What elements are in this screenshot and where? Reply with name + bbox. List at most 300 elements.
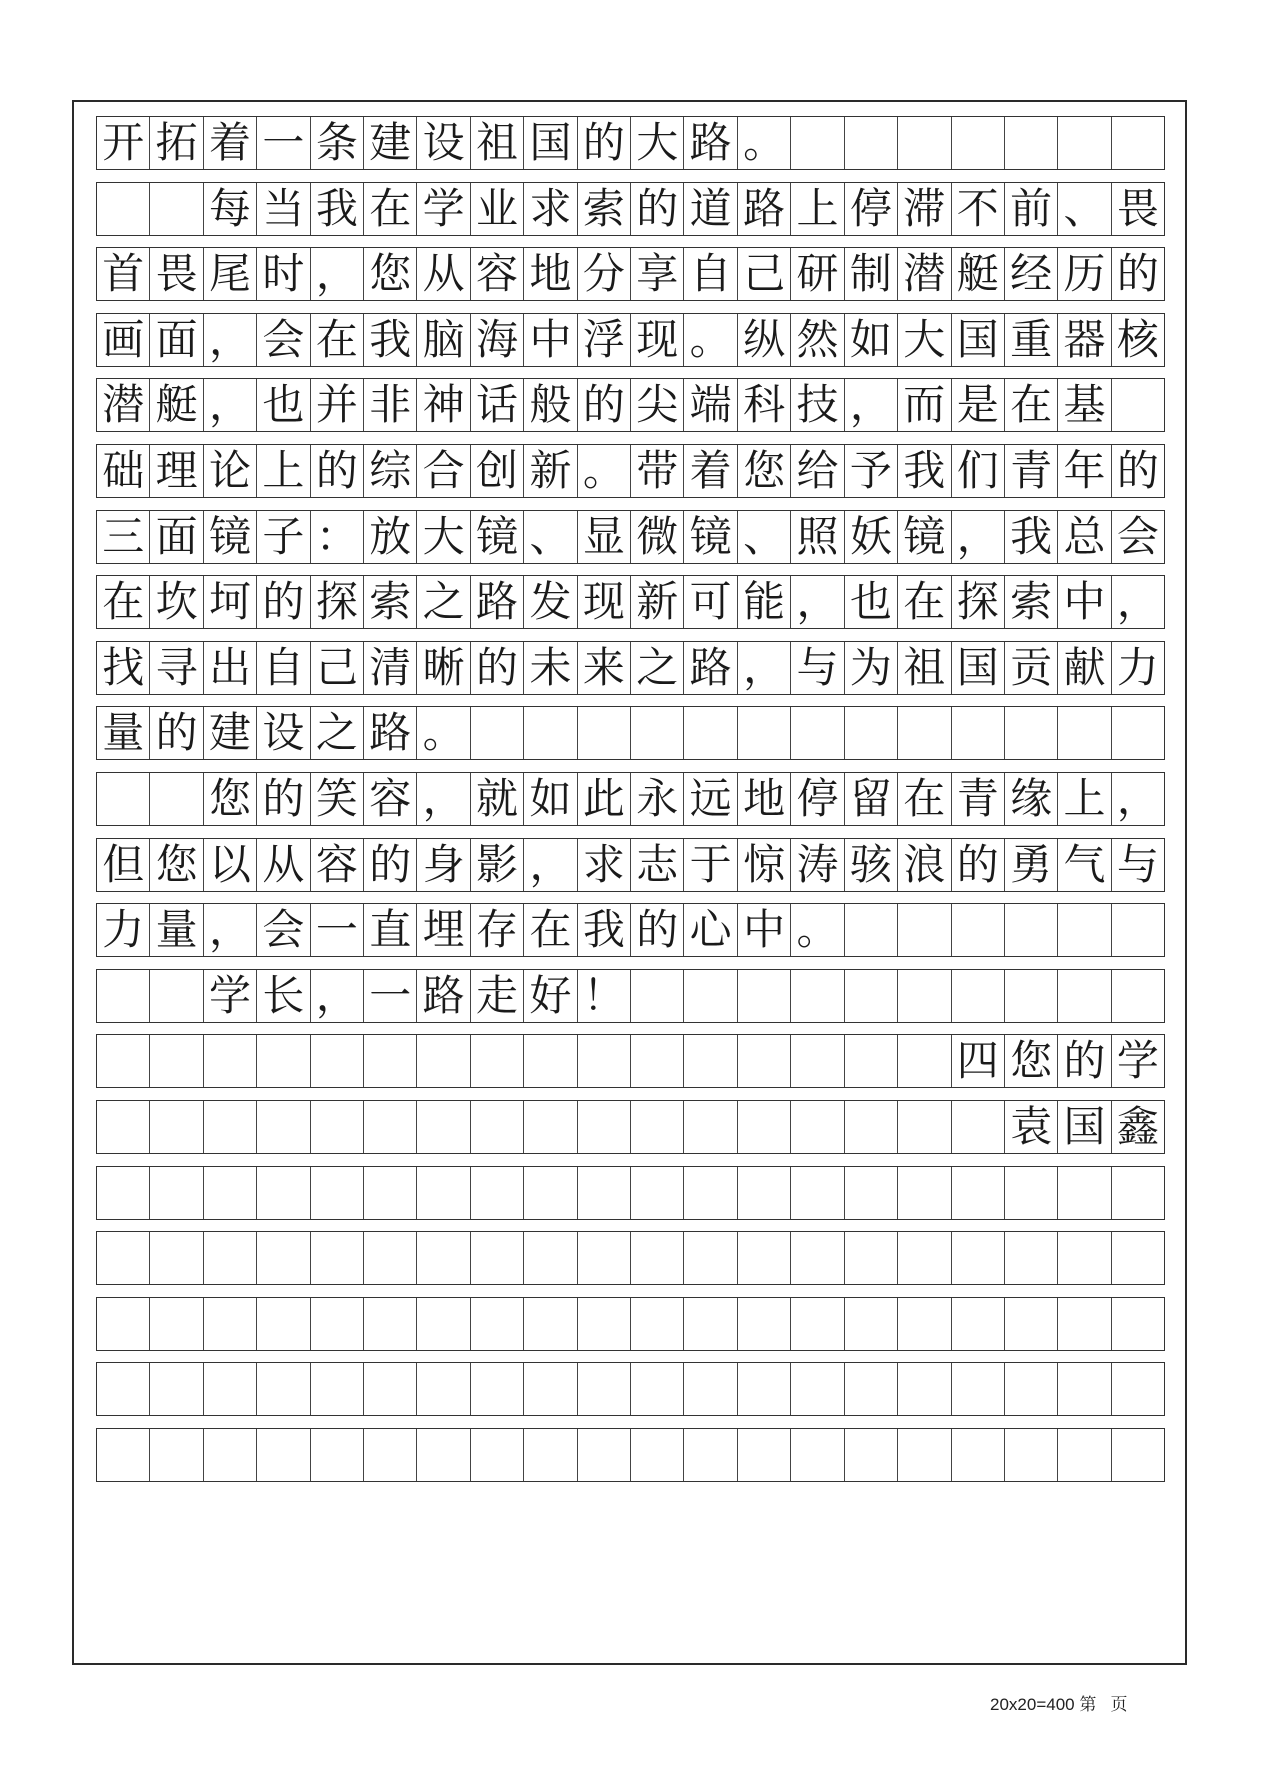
- grid-cell: [364, 1363, 417, 1415]
- grid-cell: [845, 1363, 898, 1415]
- grid-cell: [1005, 707, 1058, 759]
- grid-cell: 长: [257, 970, 310, 1022]
- grid-cell: [898, 1167, 951, 1219]
- grid-cell: 的: [1116, 446, 1159, 495]
- grid-cell: 己: [311, 642, 364, 694]
- grid-cell: ，: [204, 904, 257, 956]
- grid-cell: [791, 1232, 844, 1284]
- grid-cell: 镜: [471, 511, 524, 563]
- grid-cell: 找: [97, 642, 150, 694]
- grid-cell: 在: [898, 576, 951, 628]
- grid-cell: [311, 1298, 364, 1350]
- grid-cell: 路: [364, 707, 417, 759]
- grid-cell: 艇: [150, 379, 203, 431]
- grid-cell: 在: [898, 773, 951, 825]
- grid-cell: [311, 1101, 364, 1153]
- grid-cell: 影: [471, 839, 524, 891]
- grid-cell: [471, 1232, 524, 1284]
- grid-cell: [952, 1298, 1005, 1350]
- grid-cell: 路: [471, 576, 524, 628]
- grid-cell: [1005, 1363, 1058, 1415]
- grid-cell: 话: [471, 379, 524, 431]
- grid-cell: 我: [578, 904, 631, 956]
- grid-cell: 自: [257, 642, 310, 694]
- grid-cell: ，: [791, 576, 844, 628]
- grid-cell: [204, 1167, 257, 1219]
- grid-cell: 也: [845, 576, 898, 628]
- grid-cell: [631, 1232, 684, 1284]
- grid-cell: 面: [150, 314, 203, 366]
- grid-cell: [1112, 1167, 1164, 1219]
- grid-cell: [524, 1167, 577, 1219]
- grid-cell: [1112, 1298, 1164, 1350]
- grid-row: [96, 1428, 1165, 1482]
- grid-cell: 容: [311, 839, 364, 891]
- grid-cell: [952, 1429, 1005, 1481]
- grid-cell: 求: [524, 183, 577, 235]
- grid-cell: 画: [97, 314, 150, 366]
- grid-cell: [1058, 1298, 1111, 1350]
- grid-cell: [845, 117, 898, 169]
- grid-cell: 发: [524, 576, 577, 628]
- grid-cell: 青: [952, 773, 1005, 825]
- grid-cell: 坎: [150, 576, 203, 628]
- grid-cell: 在: [311, 314, 364, 366]
- page-footer: 20x20=400 第 页: [990, 1695, 1128, 1714]
- grid-cell: [97, 1035, 150, 1087]
- grid-cell: 探: [952, 576, 1005, 628]
- grid-cell: [204, 1429, 257, 1481]
- grid-cell: [1058, 1232, 1111, 1284]
- grid-cell: 中: [1058, 576, 1111, 628]
- grid-cell: 我: [898, 445, 951, 497]
- grid-cell: ，: [845, 379, 898, 431]
- grid-cell: [791, 117, 844, 169]
- grid-cell: 纵: [738, 314, 791, 366]
- grid-row: [96, 1166, 1165, 1220]
- grid-cell: [524, 1429, 577, 1481]
- grid-cell: [97, 1232, 150, 1284]
- grid-cell: 核: [1116, 314, 1159, 364]
- grid-cell: [150, 970, 203, 1022]
- grid-cell: 础: [97, 445, 150, 497]
- grid-cell: 志: [631, 839, 684, 891]
- grid-cell: [1058, 117, 1111, 169]
- grid-cell: [631, 1035, 684, 1087]
- grid-cell: [578, 1101, 631, 1153]
- grid-cell: [684, 1101, 737, 1153]
- grid-cell: [791, 1363, 844, 1415]
- grid-cell: 袁: [1005, 1101, 1058, 1153]
- grid-cell: [257, 1363, 310, 1415]
- grid-row: [96, 575, 1165, 629]
- grid-cell: [97, 1429, 150, 1481]
- grid-cell: [364, 1298, 417, 1350]
- grid-cell: [204, 1035, 257, 1087]
- grid-cell: 祖: [471, 117, 524, 169]
- grid-cell: [150, 1101, 203, 1153]
- grid-cell: 走: [471, 970, 524, 1022]
- grid-cell: 探: [311, 576, 364, 628]
- grid-cell: ，: [204, 314, 257, 366]
- grid-cell: [471, 1363, 524, 1415]
- grid-cell: [578, 1363, 631, 1415]
- grid-cell: 般: [524, 379, 577, 431]
- grid-cell: [417, 1035, 470, 1087]
- grid-cell: [791, 1101, 844, 1153]
- grid-cell: 科: [738, 379, 791, 431]
- grid-cell: 学: [204, 970, 257, 1022]
- grid-cell: [1005, 1429, 1058, 1481]
- grid-cell: 海: [471, 314, 524, 366]
- grid-cell: 骇: [845, 839, 898, 891]
- grid-cell: 子: [257, 511, 310, 563]
- grid-row: [96, 641, 1165, 695]
- grid-cell: 予: [845, 445, 898, 497]
- grid-cell: [845, 707, 898, 759]
- grid-cell: 存: [471, 904, 524, 956]
- grid-cell: 大: [631, 117, 684, 169]
- grid-cell: ，: [204, 379, 257, 431]
- grid-cell: 在: [1005, 379, 1058, 431]
- grid-row: [96, 1100, 1165, 1154]
- grid-cell: [952, 117, 1005, 169]
- grid-cell: 大: [898, 314, 951, 366]
- grid-cell: 地: [524, 248, 577, 300]
- grid-row: [96, 444, 1165, 498]
- grid-cell: 综: [364, 445, 417, 497]
- grid-cell: [791, 1429, 844, 1481]
- grid-row: [96, 838, 1165, 892]
- grid-cell: [1005, 904, 1058, 956]
- grid-row: [96, 313, 1165, 367]
- grid-cell: [471, 707, 524, 759]
- grid-cell: [417, 1429, 470, 1481]
- grid-cell: 建: [364, 117, 417, 169]
- grid-cell: [898, 707, 951, 759]
- grid-cell: [471, 1035, 524, 1087]
- grid-cell: 现: [578, 576, 631, 628]
- grid-cell: 出: [204, 642, 257, 694]
- grid-cell: 历: [1058, 248, 1111, 300]
- grid-cell: [471, 1429, 524, 1481]
- grid-cell: [898, 1232, 951, 1284]
- grid-cell: [150, 1429, 203, 1481]
- grid-cell: 给: [791, 445, 844, 497]
- grid-cell: [417, 1298, 470, 1350]
- grid-cell: [845, 904, 898, 956]
- grid-cell: 能: [738, 576, 791, 628]
- grid-cell: [97, 773, 150, 825]
- grid-cell: [684, 1167, 737, 1219]
- grid-cell: 鑫: [1116, 1102, 1159, 1151]
- grid-cell: 妖: [845, 511, 898, 563]
- grid-cell: 条: [311, 117, 364, 169]
- grid-row: [96, 1034, 1165, 1088]
- grid-cell: [150, 1232, 203, 1284]
- grid-cell: [738, 1035, 791, 1087]
- grid-cell: 。: [417, 707, 470, 759]
- grid-cell: ，: [952, 511, 1005, 563]
- grid-cell: [578, 1298, 631, 1350]
- grid-cell: 从: [257, 839, 310, 891]
- grid-cell: 照: [791, 511, 844, 563]
- grid-cell: 不: [952, 183, 1005, 235]
- grid-cell: [898, 1363, 951, 1415]
- grid-cell: [97, 1101, 150, 1153]
- grid-cell: 直: [364, 904, 417, 956]
- grid-cell: [845, 1101, 898, 1153]
- grid-cell: [204, 1298, 257, 1350]
- grid-cell: [204, 1101, 257, 1153]
- grid-row: [96, 116, 1165, 170]
- grid-cell: 经: [1005, 248, 1058, 300]
- grid-cell: 如: [845, 314, 898, 366]
- grid-cell: 从: [417, 248, 470, 300]
- grid-cell: 自: [684, 248, 737, 300]
- grid-cell: 脑: [417, 314, 470, 366]
- grid-cell: [1058, 1429, 1111, 1481]
- grid-cell: [738, 1167, 791, 1219]
- grid-cell: 的: [631, 183, 684, 235]
- grid-cell: 量: [150, 904, 203, 956]
- grid-cell: [524, 1363, 577, 1415]
- grid-cell: [204, 1232, 257, 1284]
- grid-cell: 并: [311, 379, 364, 431]
- grid-cell: 设: [257, 707, 310, 759]
- grid-cell: 然: [791, 314, 844, 366]
- grid-cell: [150, 1363, 203, 1415]
- grid-cell: 上: [791, 183, 844, 235]
- grid-cell: 索: [578, 183, 631, 235]
- grid-cell: 埋: [417, 904, 470, 956]
- grid-cell: [1112, 117, 1164, 169]
- grid-cell: [898, 1429, 951, 1481]
- grid-cell: 的: [150, 707, 203, 759]
- grid-cell: [1112, 1429, 1164, 1481]
- grid-cell: ，: [417, 773, 470, 825]
- grid-cell: [791, 1167, 844, 1219]
- grid-cell: [738, 970, 791, 1022]
- grid-cell: [952, 1101, 1005, 1153]
- grid-cell: 远: [684, 773, 737, 825]
- grid-cell: 业: [471, 183, 524, 235]
- grid-cell: [311, 1035, 364, 1087]
- grid-cell: 会: [257, 314, 310, 366]
- grid-cell: 学: [417, 183, 470, 235]
- grid-cell: [952, 1167, 1005, 1219]
- grid-cell: [1058, 1167, 1111, 1219]
- grid-cell: 国: [952, 642, 1005, 694]
- grid-cell: [97, 1363, 150, 1415]
- grid-cell: [952, 707, 1005, 759]
- grid-cell: 畏: [1116, 183, 1159, 233]
- grid-cell: 时: [257, 248, 310, 300]
- grid-cell: 留: [845, 773, 898, 825]
- grid-cell: [150, 183, 203, 235]
- grid-cell: [684, 1232, 737, 1284]
- grid-cell: [684, 1298, 737, 1350]
- grid-cell: 带: [631, 445, 684, 497]
- grid-cell: 。: [791, 904, 844, 956]
- grid-cell: 中: [738, 904, 791, 956]
- grid-cell: 技: [791, 379, 844, 431]
- grid-cell: [1058, 904, 1111, 956]
- grid-cell: 坷: [204, 576, 257, 628]
- grid-cell: [1005, 1298, 1058, 1350]
- grid-cell: 的: [631, 904, 684, 956]
- grid-cell: [257, 1429, 310, 1481]
- grid-cell: 索: [1005, 576, 1058, 628]
- grid-cell: 年: [1058, 445, 1111, 497]
- grid-cell: 您: [1005, 1035, 1058, 1087]
- grid-cell: 路: [417, 970, 470, 1022]
- grid-cell: 笑: [311, 773, 364, 825]
- grid-cell: [845, 970, 898, 1022]
- grid-cell: 四: [952, 1035, 1005, 1087]
- grid-cell: 国: [524, 117, 577, 169]
- grid-cell: 的: [952, 839, 1005, 891]
- grid-cell: [898, 970, 951, 1022]
- grid-cell: [257, 1298, 310, 1350]
- grid-cell: 您: [204, 773, 257, 825]
- grid-cell: 尾: [204, 248, 257, 300]
- grid-cell: [1005, 117, 1058, 169]
- grid-cell: [257, 1232, 310, 1284]
- grid-cell: [845, 1167, 898, 1219]
- grid-cell: 道: [684, 183, 737, 235]
- grid-cell: [845, 1429, 898, 1481]
- grid-cell: [1058, 970, 1111, 1022]
- grid-cell: 首: [97, 248, 150, 300]
- grid-cell: 会: [1116, 511, 1159, 561]
- grid-cell: 我: [1005, 511, 1058, 563]
- grid-cell: [471, 1101, 524, 1153]
- grid-cell: ，: [524, 839, 577, 891]
- grid-cell: [631, 1101, 684, 1153]
- grid-cell: 分: [578, 248, 631, 300]
- grid-cell: [150, 1035, 203, 1087]
- grid-cell: 身: [417, 839, 470, 891]
- grid-cell: 的: [311, 445, 364, 497]
- grid-cell: 是: [952, 379, 1005, 431]
- grid-cell: 我: [364, 314, 417, 366]
- grid-cell: ，: [311, 248, 364, 300]
- grid-cell: 索: [364, 576, 417, 628]
- grid-cell: 的: [471, 642, 524, 694]
- grid-cell: 们: [952, 445, 1005, 497]
- grid-cell: 路: [684, 642, 737, 694]
- grid-cell: 也: [257, 379, 310, 431]
- grid-cell: 如: [524, 773, 577, 825]
- grid-cell: 缘: [1005, 773, 1058, 825]
- grid-cell: 好: [524, 970, 577, 1022]
- grid-cell: 力: [97, 904, 150, 956]
- grid-cell: [578, 1232, 631, 1284]
- grid-cell: [1112, 707, 1164, 759]
- grid-row: [96, 378, 1165, 432]
- grid-cell: [1112, 1232, 1164, 1284]
- grid-cell: 青: [1005, 445, 1058, 497]
- grid-cell: [364, 1035, 417, 1087]
- grid-cell: [204, 1363, 257, 1415]
- grid-cell: [364, 1167, 417, 1219]
- grid-cell: [845, 1035, 898, 1087]
- grid-cell: 非: [364, 379, 417, 431]
- grid-cell: [738, 707, 791, 759]
- grid-cell: [524, 1035, 577, 1087]
- grid-cell: 己: [738, 248, 791, 300]
- grid-cell: 器: [1058, 314, 1111, 366]
- grid-cell: [417, 1167, 470, 1219]
- grid-row: [96, 182, 1165, 236]
- grid-cell: 制: [845, 248, 898, 300]
- grid-cell: 涛: [791, 839, 844, 891]
- grid-cell: 新: [631, 576, 684, 628]
- grid-cell: [845, 1298, 898, 1350]
- grid-cell: [631, 1298, 684, 1350]
- grid-cell: 。: [684, 314, 737, 366]
- grid-row: [96, 969, 1165, 1023]
- grid-cell: 寻: [150, 642, 203, 694]
- grid-cell: 与: [1116, 839, 1159, 889]
- grid-cell: [631, 1429, 684, 1481]
- grid-cell: 设: [417, 117, 470, 169]
- grid-cell: 神: [417, 379, 470, 431]
- grid-cell: 停: [845, 183, 898, 235]
- grid-cell: 可: [684, 576, 737, 628]
- grid-cell: 与: [791, 642, 844, 694]
- grid-cell: [738, 1363, 791, 1415]
- grid-cell: 镜: [204, 511, 257, 563]
- grid-cell: [791, 1298, 844, 1350]
- grid-cell: 的: [257, 576, 310, 628]
- grid-cell: [257, 1167, 310, 1219]
- grid-cell: [684, 1035, 737, 1087]
- grid-cell: 学: [1116, 1036, 1159, 1086]
- grid-cell: 享: [631, 248, 684, 300]
- grid-cell: 、: [524, 511, 577, 563]
- grid-cell: 镜: [898, 511, 951, 563]
- grid-cell: 现: [631, 314, 684, 366]
- grid-cell: [578, 1167, 631, 1219]
- grid-cell: [898, 1298, 951, 1350]
- grid-cell: 滞: [898, 183, 951, 235]
- grid-cell: 力: [1116, 642, 1159, 692]
- grid-cell: [311, 1429, 364, 1481]
- grid-cell: 中: [524, 314, 577, 366]
- grid-cell: [524, 1101, 577, 1153]
- grid-cell: 就: [471, 773, 524, 825]
- grid-cell: 贡: [1005, 642, 1058, 694]
- grid-cell: [97, 1298, 150, 1350]
- grid-cell: 三: [97, 511, 150, 563]
- grid-cell: [738, 1429, 791, 1481]
- grid-cell: [524, 707, 577, 759]
- grid-cell: [311, 1232, 364, 1284]
- grid-cell: [738, 1232, 791, 1284]
- grid-cell: 勇: [1005, 839, 1058, 891]
- grid-cell: 的: [364, 839, 417, 891]
- grid-cell: 当: [257, 183, 310, 235]
- grid-cell: 、: [1058, 183, 1111, 235]
- grid-cell: [471, 1298, 524, 1350]
- grid-cell: 理: [150, 445, 203, 497]
- grid-cell: ：: [311, 511, 364, 563]
- grid-cell: [471, 1167, 524, 1219]
- grid-cell: [952, 970, 1005, 1022]
- grid-cell: 创: [471, 445, 524, 497]
